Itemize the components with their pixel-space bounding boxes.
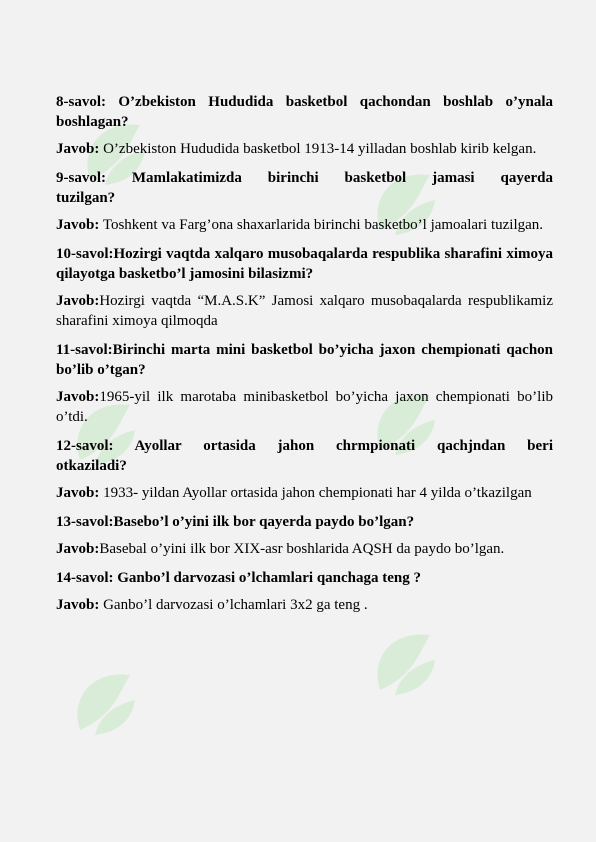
answer-11 bbox=[56, 387, 553, 427]
answer-label: Javob: bbox=[56, 389, 100, 405]
answer-text: 1965-yil ilk marotaba minibasketbol bo’yicha jaxon chempionati bo’lib o’tdi. bbox=[56, 389, 553, 425]
question-8: 8-savol: O’zbekiston Hududida basketbol qachondan boshlab o’ynala boshlagan? bbox=[56, 94, 553, 130]
question-14: 14-savol: Ganbo’l darvozasi o’lchamlari qanchaga teng ? bbox=[56, 570, 422, 586]
answer-8 bbox=[56, 139, 553, 159]
answer-10 bbox=[56, 291, 553, 331]
question-12: 12-savol: Ayollar ortasida jahon chrmpionati qachjndan beri otkaziladi? bbox=[56, 438, 553, 474]
answer-text: Basebal o’yini ilk bor XIX-asr boshlarida AQSH da paydo bo’lgan. bbox=[99, 541, 505, 557]
watermark-logo-icon bbox=[360, 620, 450, 710]
answer-text: Toshkent va Farg’ona shaxarlarida birinchi basketbo’l jamoalari tuzilgan. bbox=[99, 217, 544, 233]
answer-text: Ganbo’l darvozasi o’lchamlari 3x2 ga teng . bbox=[99, 597, 368, 613]
answer-text: Hozirgi vaqtda “M.A.S.K” Jamosi xalqaro musobaqalarda respublikamiz sharafini ximoya qilmoqda bbox=[56, 293, 553, 329]
answer-label: Javob: bbox=[56, 293, 100, 309]
watermark-logo-icon bbox=[60, 660, 150, 750]
qa-content bbox=[56, 92, 553, 624]
question-10: 10-savol:Hozirgi vaqtda xalqaro musobaqalarda respublika sharafini ximoya qilayotga basketbo’l jamosini bilasizmi? bbox=[56, 246, 553, 282]
answer-text: O’zbekiston Hududida basketbol 1913-14 yilladan boshlab kirib kelgan. bbox=[99, 141, 537, 157]
answer-label: Javob: bbox=[56, 541, 100, 557]
question-11: 11-savol:Birinchi marta mini basketbol bo’yicha jaxon chempionati qachon bo’lib o’tgan? bbox=[56, 342, 553, 378]
answer-9 bbox=[56, 215, 553, 235]
answer-text: 1933- yildan Ayollar ortasida jahon chempionati har 4 yilda o’tkazilgan bbox=[99, 485, 532, 501]
answer-label: Javob: bbox=[56, 485, 100, 501]
answer-label: Javob: bbox=[56, 141, 100, 157]
question-9: 9-savol: Mamlakatimizda birinchi basketbol jamasi qayerda tuzilgan? bbox=[56, 170, 553, 206]
answer-14 bbox=[56, 595, 553, 615]
answer-12 bbox=[56, 483, 553, 503]
answer-label: Javob: bbox=[56, 597, 100, 613]
answer-13 bbox=[56, 539, 553, 559]
question-13: 13-savol:Basebo’l o’yini ilk bor qayerda paydo bo’lgan? bbox=[56, 514, 415, 530]
answer-label: Javob: bbox=[56, 217, 100, 233]
